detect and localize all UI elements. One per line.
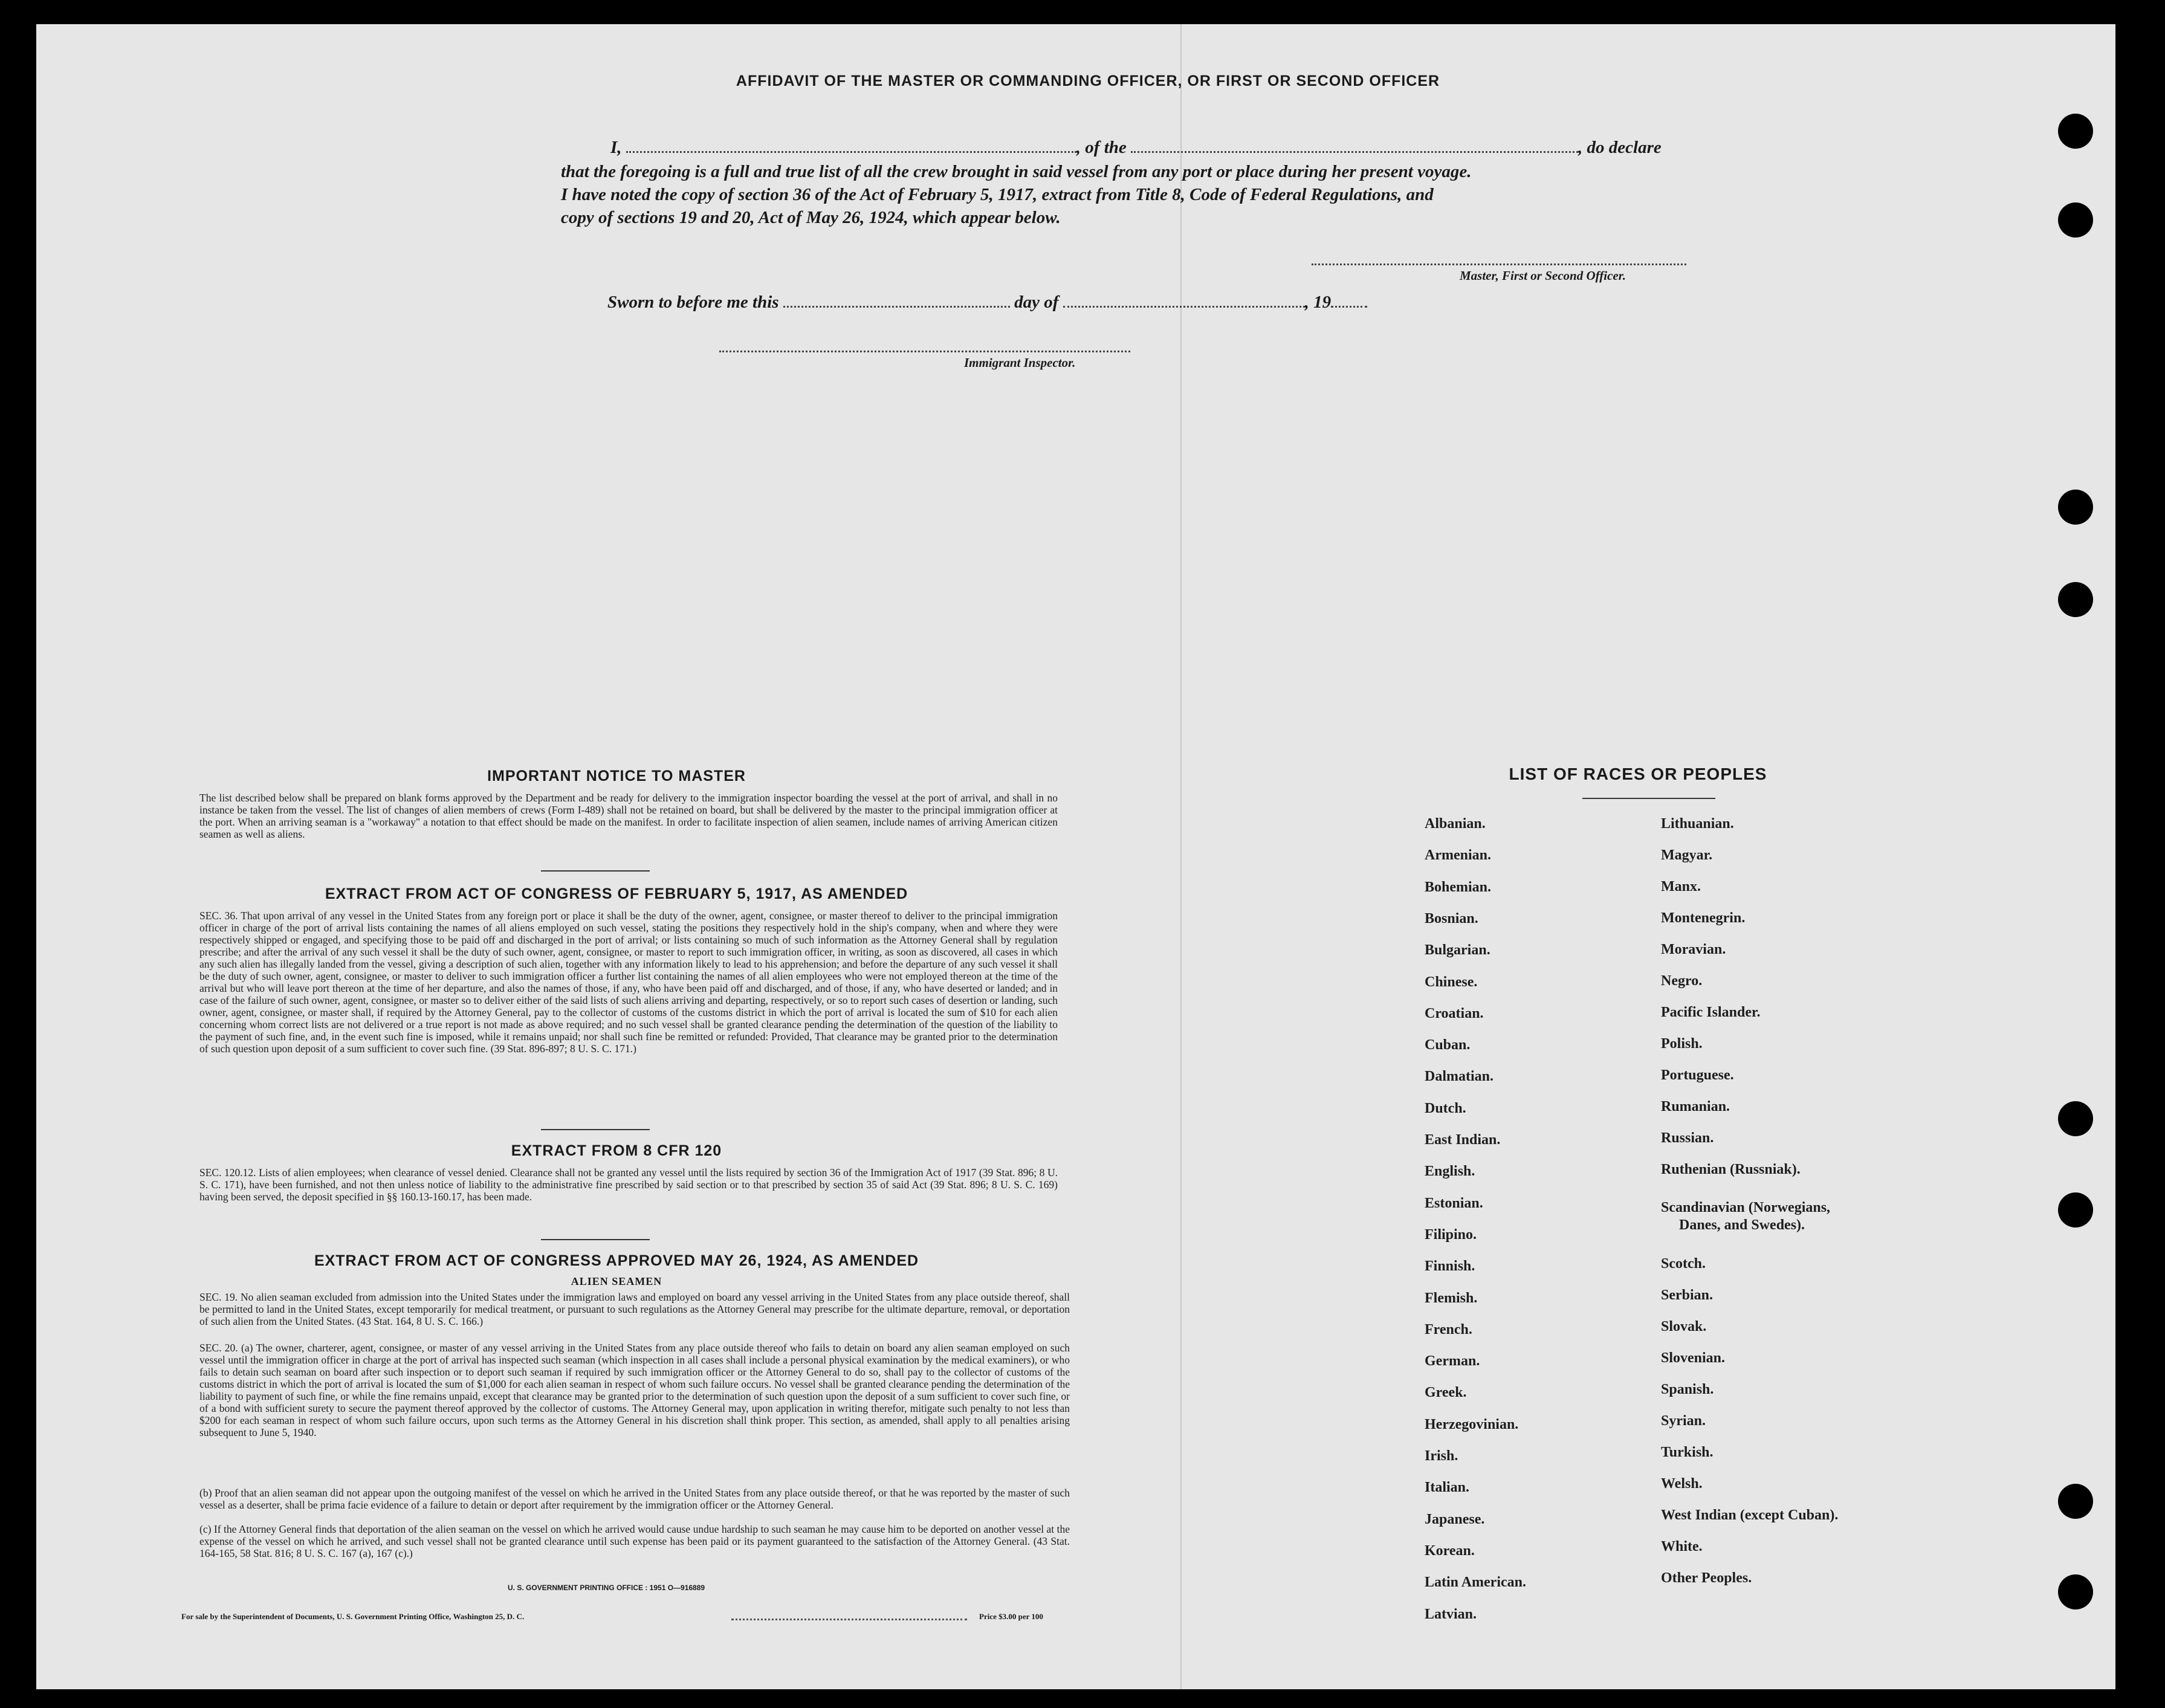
race-item: Russian. <box>1661 1130 1714 1146</box>
divider <box>541 1129 650 1130</box>
sworn-line <box>607 293 1367 312</box>
race-item: Other Peoples. <box>1661 1570 1752 1586</box>
race-item: Syrian. <box>1661 1413 1706 1429</box>
race-item: Chinese. <box>1425 974 1478 990</box>
race-item: German. <box>1425 1353 1480 1370</box>
sec-19-text: SEC. 19. No alien seaman excluded from admission into the United States under the immigration laws and employed on board any vessel arriving in the United States from any place outside thereof, shall be permitted to land in the United States, except temporarily for medical treatment, or pursuant to such regulations as the Attorney General may prescribe for the ultimate departure, removal, or deportation of such alien from the United States. (43 Stat. 164, 8 U. S. C. 166.) <box>199 1291 1070 1327</box>
race-item: Danes, and Swedes). <box>1679 1217 1805 1233</box>
race-item: Scandinavian (Norwegians, <box>1661 1200 1831 1215</box>
race-item: Moravian. <box>1661 942 1726 957</box>
races-title: LIST OF RACES OR PEOPLES <box>1509 765 1767 783</box>
affidavit-i: I, <box>610 138 622 157</box>
inspector-label: Immigrant Inspector. <box>964 355 1076 370</box>
binder-hole <box>2058 1574 2093 1609</box>
binder-hole <box>2058 582 2093 617</box>
race-item: Portuguese. <box>1661 1067 1734 1083</box>
vessel-field[interactable] <box>1131 151 1578 153</box>
race-item: West Indian (except Cuban). <box>1661 1507 1839 1523</box>
affidavit-of-the: , of the <box>1076 138 1127 157</box>
sworn-year-field[interactable] <box>1331 306 1367 308</box>
affidavit-line-4: copy of sections 19 and 20, Act of May 26, 1924, which appear below. <box>561 208 1061 227</box>
race-item: Cuban. <box>1425 1037 1471 1053</box>
binder-hole <box>2058 1101 2093 1136</box>
inspector-signature-line[interactable] <box>719 351 1130 352</box>
race-item: Latin American. <box>1425 1574 1526 1591</box>
extract-cfr-title: EXTRACT FROM 8 CFR 120 <box>511 1142 722 1159</box>
affidavit-do-declare: , do declare <box>1578 138 1662 157</box>
race-item: Bosnian. <box>1425 910 1478 927</box>
extract-cfr-text: SEC. 120.12. Lists of alien employees; when clearance of vessel denied. Clearance shall not be granted any vessel until the lists required by section 36 of the Immigration Act of 1917 (39 Stat. 896; 8 U. S. C. 171), have been furnished, and not then unless notice of liability to the administrative fine prescribed by said section or to that prescribed by section 35 of said Act (39 Stat. 896; 8 U. S. C. 169) having been served, the deposit specified in §§ 160.13-160.17, has been made. <box>199 1166 1058 1203</box>
race-item: Pacific Islander. <box>1661 1004 1761 1020</box>
affidavit-title: AFFIDAVIT OF THE MASTER OR COMMANDING OFFICER, OR FIRST OR SECOND OFFICER <box>736 73 1440 89</box>
race-item: Serbian. <box>1661 1287 1714 1303</box>
sworn-day-of: day of <box>1014 293 1059 312</box>
gpo-imprint: U. S. GOVERNMENT PRINTING OFFICE : 1951 O—916889 <box>508 1583 705 1592</box>
race-item: Irish. <box>1425 1448 1458 1464</box>
master-signature-label: Master, First or Second Officer. <box>1460 268 1626 283</box>
race-item: Magyar. <box>1661 847 1713 863</box>
race-item: Flemish. <box>1425 1290 1478 1306</box>
price-notice: Price $3.00 per 100 <box>979 1612 1043 1621</box>
race-item: Finnish. <box>1425 1258 1475 1275</box>
sale-dots <box>731 1619 967 1620</box>
binder-hole <box>2058 1484 2093 1519</box>
race-item: Latvian. <box>1425 1606 1477 1622</box>
race-item: Filipino. <box>1425 1226 1477 1243</box>
master-signature-line[interactable] <box>1312 264 1686 265</box>
race-item: East Indian. <box>1425 1132 1501 1148</box>
sec-20b-text: (b) Proof that an alien seaman did not appear upon the outgoing manifest of the vessel on which he arrived in the United States from any place outside thereof, or that he was reported by the master of such vessel as a deserter, shall be prima facie evidence of a failure to detain or deport after requirement by the immigration officer or the Attorney General. <box>199 1487 1070 1511</box>
divider <box>1582 798 1715 799</box>
affidavit-line-1 <box>610 138 1662 158</box>
sworn-label: Sworn to before me this <box>607 293 779 312</box>
race-item: Polish. <box>1661 1036 1703 1052</box>
race-item: Spanish. <box>1661 1382 1714 1397</box>
sale-notice: For sale by the Superintendent of Documents, U. S. Government Printing Office, Washington 25, D. C. <box>181 1612 525 1621</box>
race-item: Turkish. <box>1661 1444 1714 1460</box>
name-field[interactable] <box>626 151 1076 153</box>
sworn-month-field[interactable] <box>1063 306 1305 308</box>
race-item: Korean. <box>1425 1542 1475 1559</box>
race-item: Greek. <box>1425 1385 1467 1401</box>
page-fold <box>1180 24 1182 1689</box>
divider <box>541 870 650 872</box>
race-item: Montenegrin. <box>1661 910 1746 926</box>
affidavit-line-3: I have noted the copy of section 36 of the Act of February 5, 1917, extract from Title 8, Code of Federal Regulations, and <box>561 185 1434 204</box>
sworn-day-field[interactable] <box>783 306 1010 308</box>
alien-seamen-subtitle: ALIEN SEAMEN <box>571 1275 662 1287</box>
extract-1924-title: EXTRACT FROM ACT OF CONGRESS APPROVED MAY 26, 1924, AS AMENDED <box>314 1252 919 1269</box>
race-item: Armenian. <box>1425 847 1491 864</box>
race-item: Bohemian. <box>1425 879 1492 895</box>
race-item: Lithuanian. <box>1661 816 1734 832</box>
notice-text: The list described below shall be prepared on blank forms approved by the Department and be ready for delivery to the immigration inspector boarding the vessel at the port of arrival, and shall in no instance be taken from the vessel. The list of changes of alien members of crews (Form I-489) shall not be retained on board, but shall be delivered by the master to the principal immigration officer at the port. When an arriving seaman is a "workaway" a notation to that effect should be made on the manifest. In order to facilitate inspection of alien seamen, include names of arriving American citizen seamen as well as aliens. <box>199 792 1058 840</box>
race-item: Negro. <box>1661 973 1703 989</box>
race-item: Slovak. <box>1661 1319 1707 1334</box>
race-item: Italian. <box>1425 1480 1470 1496</box>
race-item: Rumanian. <box>1661 1099 1730 1114</box>
race-item: Dutch. <box>1425 1100 1466 1116</box>
race-item: Ruthenian (Russniak). <box>1661 1162 1801 1177</box>
race-item: Dalmatian. <box>1425 1069 1493 1085</box>
sec-20c-text: (c) If the Attorney General finds that deportation of the alien seaman on the vessel on which he arrived would cause undue hardship to such seaman he may cause him to be deported on another vessel at the expense of the vessel on which he arrived, and such vessel shall not be granted clearance until such expense has been paid or its payment guaranteed to the satisfaction of the Attorney General. (43 Stat. 164-165, 58 Stat. 816; 8 U. S. C. 167 (a), 167 (c).) <box>199 1523 1070 1559</box>
race-item: Japanese. <box>1425 1511 1485 1527</box>
race-item: Albanian. <box>1425 816 1486 832</box>
binder-hole <box>2058 114 2093 149</box>
race-item: Bulgarian. <box>1425 942 1490 959</box>
affidavit-line-2: that the foregoing is a full and true list of all the crew brought in said vessel from any port or place during her present voyage. <box>561 162 1472 181</box>
binder-hole <box>2058 202 2093 238</box>
binder-hole <box>2058 1192 2093 1228</box>
binder-hole <box>2058 490 2093 525</box>
sworn-year: , 19 <box>1304 293 1332 312</box>
race-item: Welsh. <box>1661 1476 1703 1492</box>
race-item: French. <box>1425 1321 1472 1338</box>
race-item: Slovenian. <box>1661 1350 1726 1366</box>
race-item: Herzegovinian. <box>1425 1416 1519 1432</box>
race-item: Estonian. <box>1425 1195 1483 1211</box>
document-page <box>36 24 2115 1689</box>
extract-1917-text: SEC. 36. That upon arrival of any vessel in the United States from any foreign port or place it shall be the duty of the owner, agent, consignee, or master thereof to deliver to the principal immigration officer in charge of the port of arrival lists containing the names of all aliens employed on such vessel, stating the positions they respectively hold in the ship's company, when and where they were respectively shipped or engaged, and specifying those to be paid off and discharged in the port of arrival; or lists containing so much of such information as the Attorney General shall by regulation prescribe; and after the arrival of any such vessel it shall be the duty of such owner, agent, consignee, or master to report to such immigration officer, in writing, as soon as discovered, all cases in which any such alien has illegally landed from the vessel, giving a description of such alien, together with any information likely to lead to his apprehension; and before the departure of any such vessel it shall be the duty of such owner, agent, consignee, or master to deliver to such immigration officer a further list containing the names of all alien employees who were not employed thereon at the time of the arrival but who will leave port thereon at the time of her departure, and also the names of those, if any, who have been paid off and discharged, and of those, if any, who have deserted or landed; and in case of the failure of such owner, agent, consignee, or master so to deliver either of the said lists of such aliens arriving and departing, respectively, or so to report such cases of desertion or landing, such owner, agent, consignee, or master shall, if required by the Attorney General, pay to the collector of customs of the customs district in which the port of arrival is located the sum of $10 for each alien concerning whom correct lists are not delivered or a true report is not made as above required; and no such vessel shall be granted clearance pending the determination of the question of the liability to the payment of such fine, and, in the event such fine is imposed, while it remains unpaid; nor shall such fine be remitted or refunded: Provided, That clearance may be granted prior to the determination of such question upon deposit of a sum sufficient to cover such fine. (39 Stat. 896-897; 8 U. S. C. 171.) <box>199 910 1058 1055</box>
race-item: Scotch. <box>1661 1256 1706 1272</box>
race-item: Croatian. <box>1425 1005 1484 1021</box>
notice-title: IMPORTANT NOTICE TO MASTER <box>487 768 746 784</box>
race-item: English. <box>1425 1163 1475 1180</box>
extract-1917-title: EXTRACT FROM ACT OF CONGRESS OF FEBRUARY 5, 1917, AS AMENDED <box>325 885 908 902</box>
race-item: White. <box>1661 1539 1703 1554</box>
divider <box>541 1239 650 1240</box>
race-item: Manx. <box>1661 879 1701 894</box>
sec-20a-text: SEC. 20. (a) The owner, charterer, agent, consignee, or master of any vessel arriving in the United States from any place outside thereof who fails to detain on board any alien seaman employed on such vessel until the immigration officer in charge at the port of arrival has inspected such seaman (which inspection in all cases shall include a personal physical examination by the medical examiners), or who fails to detain such seaman on board after such inspection or to deport such seaman if required by such immigration officer or the Attorney General to do so, shall pay to the collector of customs of the customs district in which the port of arrival is located the sum of $1,000 for each alien seaman in respect of whom such failure occurs. No vessel shall be granted clearance pending the determination of the liability to payment of such fine, or while the fine remains unpaid, except that clearance may be granted prior to the determination of such question upon the deposit of a sum sufficient to cover such fine, or of a bond with sufficient surety to secure the payment thereof approved by the collector of customs. The Attorney General may, upon application in writing therefor, mitigate such penalty to not less than $200 for each seaman in respect of whom such failure occurs, upon such terms as the Attorney General in his discretion shall think proper. This section, as amended, shall apply to all penalties arising subsequent to June 5, 1940. <box>199 1342 1070 1438</box>
